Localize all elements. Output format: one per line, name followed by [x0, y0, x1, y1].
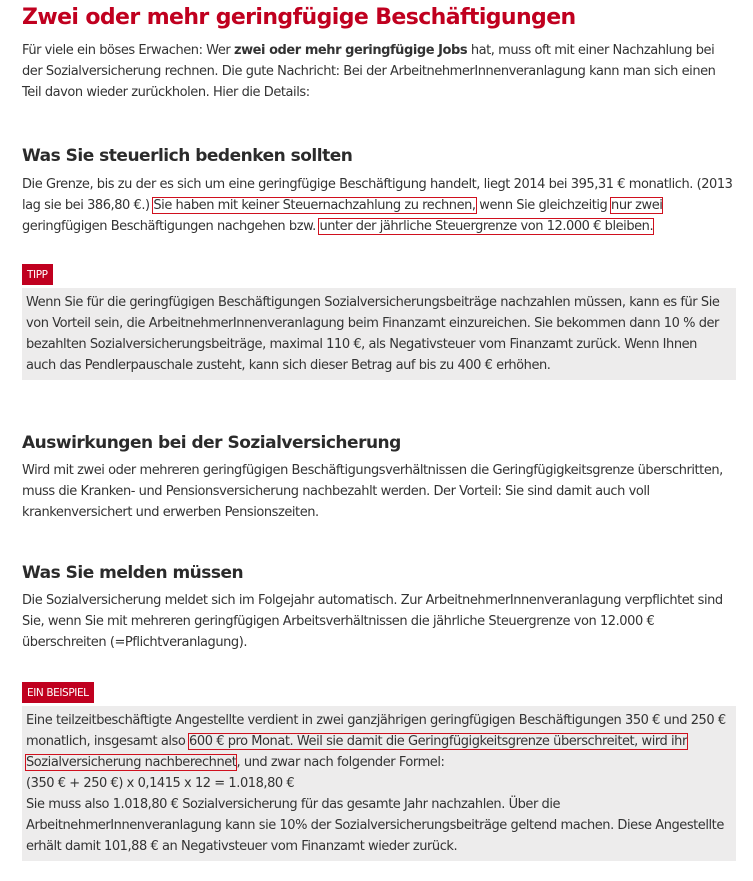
example-text-1: Eine teilzeitbeschäftigte Angestellte verdient in zwei ganzjährigen geringfügigen Beschäftigungen 350 € und 250 € monatlich, insgesamt also — [26, 713, 726, 749]
section-heading-reporting: Was Sie melden müssen — [22, 563, 244, 583]
intro-paragraph — [22, 40, 738, 103]
tax-text-2: wenn Sie gleichzeitig — [475, 198, 612, 213]
intro-text: Für viele ein böses Erwachen: Wer — [22, 43, 234, 58]
section-heading-tax: Was Sie steuerlich bedenken sollten — [22, 146, 353, 166]
section-heading-social-insurance: Auswirkungen bei der Sozialversicherung — [22, 433, 401, 453]
tip-badge: TIPP — [22, 264, 53, 285]
example-conclusion: Sie muss also 1.018,80 € Sozialversicherung für das gesamte Jahr nachzahlen. Über die ArbeitnehmerInnenveranlagung kann sie 10% der Sozialversicherungsbeiträge geltend machen. Diese Angestellte erhält damit 101,88 € an Negativsteuer vom Finanzamt wieder zurück. — [26, 797, 724, 854]
intro-text-end: hat, muss oft mit einer Nachzahlung bei der Sozialversicherung rechnen. Die gute Nachricht: Bei der ArbeitnehmerInnenveranlagung kann man sich einen Teil davon wieder zurückholen. Hier die Details: — [22, 43, 716, 100]
social-insurance-paragraph: Wird mit zwei oder mehreren geringfügigen Beschäftigungsverhältnissen die Geringfügigkeitsgrenze überschritten, muss die Kranken- und Pensionsversicherung nachbezahlt werden. Der Vorteil: Sie sind damit auch voll krankenversichert und erwerben Pensionszeiten. — [22, 463, 723, 520]
tax-paragraph — [22, 174, 738, 237]
example-text-2: , und zwar nach folgender Formel: — [236, 755, 445, 770]
highlight-tax-limit: unter der jährliche Steuergrenze von 12.000 € bleiben. — [319, 219, 654, 234]
example-box — [22, 706, 736, 861]
intro-bold: zwei oder mehr geringfügige Jobs — [233, 43, 468, 58]
highlight-no-tax: Sie haben mit keiner Steuernachzahlung zu rechnen, — [153, 198, 476, 213]
highlight-recalculated: Sozialversicherung nachberechnet — [26, 755, 237, 770]
tax-text-3: geringfügigen Beschäftigungen nachgehen bzw. — [22, 219, 320, 234]
example-formula: (350 € + 250 €) x 0,1415 x 12 = 1.018,80 € — [26, 776, 295, 791]
example-badge: EIN BEISPIEL — [22, 682, 94, 703]
page-title: Zwei oder mehr geringfügige Beschäftigungen — [22, 5, 576, 30]
highlight-only-two: nur zwei — [611, 198, 663, 213]
tip-text: Wenn Sie für die geringfügigen Beschäftigungen Sozialversicherungsbeiträge nachzahlen müssen, kann es für Sie von Vorteil sein, die ArbeitnehmerInnenveranlagung beim Finanzamt einzureichen. Sie bekommen dann 10 % der bezahlten Sozialversicherungsbeiträge, maximal 110 €, als Negativsteuer vom Finanzamt zurück. Wenn Ihnen auch das Pendlerpauschale zusteht, kann sich dieser Betrag auf bis zu 400 € erhöhen. — [26, 295, 720, 373]
highlight-600-euro: 600 € pro Monat. Weil sie damit die Geringfügigkeitsgrenze überschreitet, wird ihr — [189, 734, 687, 749]
tax-text: Die Grenze, bis zu der es sich um eine geringfügige Beschäftigung handelt, liegt 2014 bei 395,31 € monatlich. (2013 lag sie bei 386,80 €.) — [22, 177, 733, 213]
example-text — [22, 706, 736, 861]
tip-box — [22, 288, 736, 380]
reporting-paragraph: Die Sozialversicherung meldet sich im Folgejahr automatisch. Zur ArbeitnehmerInnenveranlagung verpflichtet sind Sie, wenn Sie mit mehreren geringfügigen Arbeitsverhältnissen die jährliche Steuergrenze von 12.000 € überschreiten (=Pflichtveranlagung). — [22, 593, 723, 650]
